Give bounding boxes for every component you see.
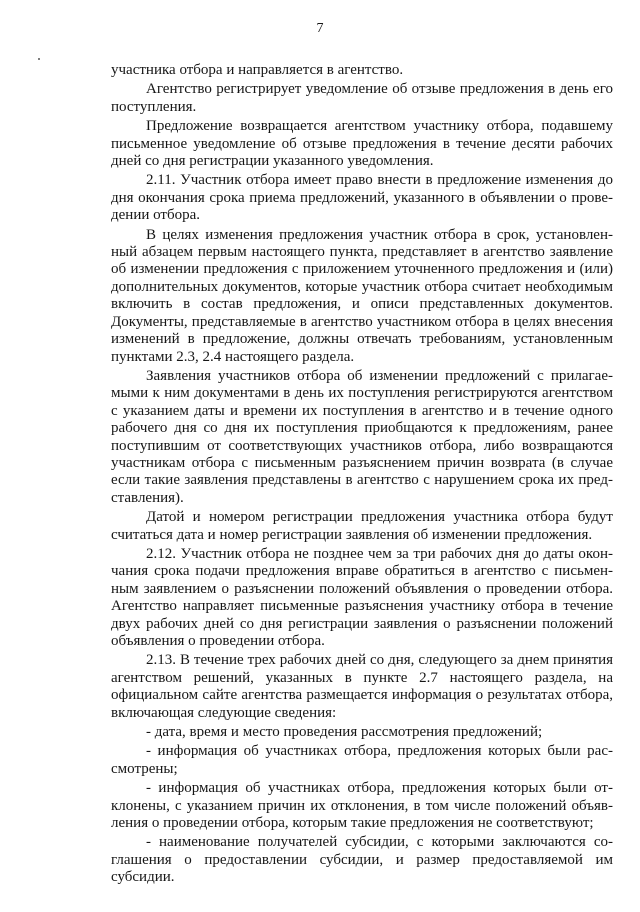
paragraph-proposal-return: Предложение возвращается агентством участнику отбора, подавшему письменное уведомление об отзыве предложения в течение десяти рабочих дней со дня регистрации указанного уведомления. bbox=[111, 118, 613, 170]
list-item-reviewed-participants: - информация об участниках отбора, предложения которых были рассмотрены; bbox=[111, 743, 613, 777]
paragraph-2-13: 2.13. В течение трех рабочих дней со дня, следующего за днем принятия агентством решений, указанных в пункте 2.7 настоящего раздела, на официальном сайте агентства размещается информация о результатах отбора, включающая следующие сведения: bbox=[111, 652, 613, 721]
paragraph-continuation: участника отбора и направляется в агентство. bbox=[111, 62, 404, 78]
paragraph-2-11: 2.11. Участник отбора имеет право внести в предложение изменения до дня окончания срока приема предложений, указанного в объявлении о проведении отбора. bbox=[111, 172, 613, 224]
scan-speck bbox=[38, 58, 40, 60]
paragraph-2-12: 2.12. Участник отбора не позднее чем за три рабочих дня до даты окончания срока подачи предложения вправе обратиться в агентство с письменным заявлением о разъяснении положений объявления о проведении отбора. Агентство направляет письменные разъяснения участнику отбора в течение двух рабочих дней со дня регистрации заявления о разъяснении положений объявления о проведении отбора. bbox=[111, 545, 613, 649]
list-item-rejected-participants: - информация об участниках отбора, предложения которых были отклонены, с указанием причин их отклонения, в том числе положений объявления о проведении отбора, которым такие предложения не соответствуют; bbox=[111, 780, 613, 832]
paragraph-withdrawal-registration: Агентство регистрирует уведомление об отзыве предложения в день его поступления. bbox=[111, 81, 613, 115]
paragraph-registration-date: Датой и номером регистрации предложения участника отбора будут считаться дата и номер регистрации заявления об изменении предложения. bbox=[111, 509, 613, 543]
document-body bbox=[111, 62, 613, 889]
list-item-subsidy-recipients: - наименование получателей субсидии, с которыми заключаются соглашения о предоставлении субсидии, и размер предоставляемой им субсидии. bbox=[111, 834, 613, 886]
list-item-review-date: - дата, время и место проведения рассмотрения предложений; bbox=[146, 724, 543, 741]
page-number: 7 bbox=[316, 21, 324, 36]
paragraph-change-registration: Заявления участников отбора об изменении предложений с прилагаемыми к ним документами в день их поступления регистрируются агентством с указанием даты и времени их поступления в агентство и в течение одного рабочего дня со дня их поступления приобщаются к предложениям, ранее поступившим от соответствующих участников отбора, либо возвращаются участникам отбора с письменным разъяснением причин возврата (в случае если такие заявления представлены в агентство с нарушением срока их представления). bbox=[111, 367, 613, 506]
paragraph-change-application: В целях изменения предложения участник отбора в срок, установленный абзацем первым настоящего пункта, представляет в агентство заявление об изменении предложения с приложением уточненного предложения и (или) дополнительных документов, которые участник отбора считает необходимым включить в состав предложения, и описи представленных документов. Документы, представляемые в агентство участником отбора в целях внесения изменений в предложение, должны отвечать требованиям, установленным пунктами 2.3, 2.4 настоящего раздела. bbox=[111, 226, 613, 365]
